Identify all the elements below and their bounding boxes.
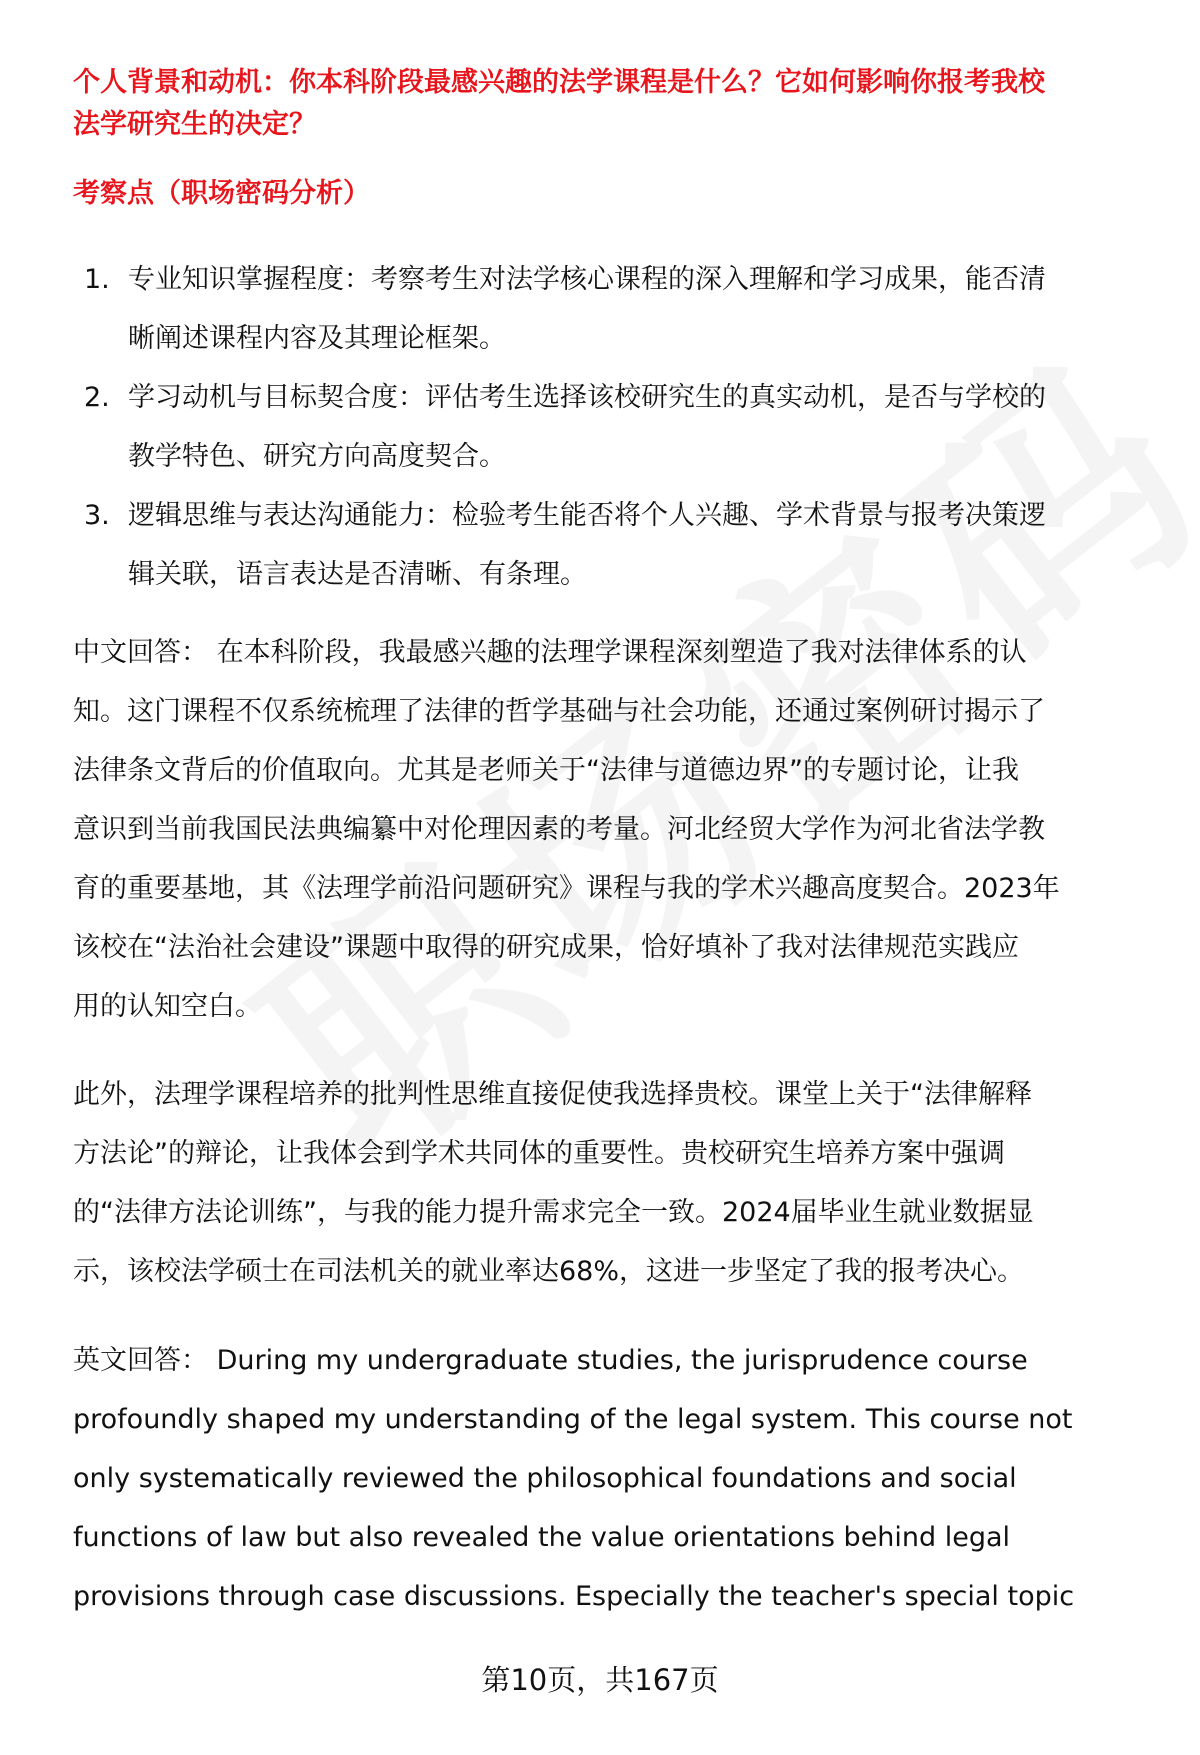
chinese-answer-paragraph-2 [73,1065,1173,1301]
chinese-answer-paragraph [73,623,1173,1036]
text-line: 育的重要基地，其《法理学前沿问题研究》课程与我的学术兴趣高度契合。2023年 [73,873,1060,904]
list-number: 1. [84,264,110,295]
list-line: 逻辑思维与表达沟通能力：检验考生能否将个人兴趣、学术背景与报考决策逻 [128,500,1046,531]
text-line: provisions through case discussions. Especially the teacher's special topic [73,1581,1075,1612]
question-heading [73,62,1153,146]
text-line: 意识到当前我国民法典编纂中对伦理因素的考量。河北经贸大学作为河北省法学教 [73,814,1045,845]
text-line: 该校在“法治社会建设”课题中取得的研究成果，恰好填补了我对法律规范实践应 [73,932,1019,963]
list-item [80,368,1160,486]
page-number: 第10页，共167页 [481,1663,719,1697]
analysis-heading: 考察点（职场密码分析） [73,178,370,209]
text-line: 知。这门课程不仅系统梳理了法律的哲学基础与社会功能，还通过案例研讨揭示了 [73,696,1045,727]
text-line: 方法论”的辩论，让我体会到学术共同体的重要性。贵校研究生培养方案中强调 [73,1138,1005,1169]
text-line: 此外，法理学课程培养的批判性思维直接促使我选择贵校。课堂上关于“法律解释 [73,1079,1032,1110]
text-line: profoundly shaped my understanding of the legal system. This course not [73,1404,1073,1435]
text-line: functions of law but also revealed the value orientations behind legal [73,1522,1011,1553]
text-line: 示，该校法学硕士在司法机关的就业率达68%，这进一步坚定了我的报考决心。 [73,1256,1025,1287]
text-line: 用的认知空白。 [73,991,262,1022]
text-line: 英文回答： During my undergraduate studies, the jurisprudence course [73,1345,1028,1376]
list-line: 学习动机与目标契合度：评估考生选择该校研究生的真实动机，是否与学校的 [128,382,1046,413]
list-item [80,250,1160,368]
list-item [80,486,1160,604]
list-number: 2. [84,382,110,413]
list-number: 3. [84,500,110,531]
analysis-points-list [80,250,1160,604]
list-line: 晰阐述课程内容及其理论框架。 [128,323,506,354]
list-line: 辑关联，语言表达是否清晰、有条理。 [128,559,587,590]
text-line: 中文回答： 在本科阶段，我最感兴趣的法理学课程深刻塑造了我对法律体系的认 [73,637,1027,668]
list-line: 专业知识掌握程度：考察考生对法学核心课程的深入理解和学习成果，能否清 [128,264,1046,295]
english-answer-paragraph [73,1331,1173,1626]
heading-line: 法学研究生的决定？ [73,109,316,140]
list-line: 教学特色、研究方向高度契合。 [128,441,506,472]
text-line: 的“法律方法论训练”，与我的能力提升需求完全一致。2024届毕业生就业数据显 [73,1197,1034,1228]
heading-line: 个人背景和动机：你本科阶段最感兴趣的法学课程是什么？它如何影响你报考我校 [73,67,1045,98]
text-line: only systematically reviewed the philosophical foundations and social [73,1463,1017,1494]
text-line: 法律条文背后的价值取向。尤其是老师关于“法律与道德边界”的专题讨论，让我 [73,755,1019,786]
